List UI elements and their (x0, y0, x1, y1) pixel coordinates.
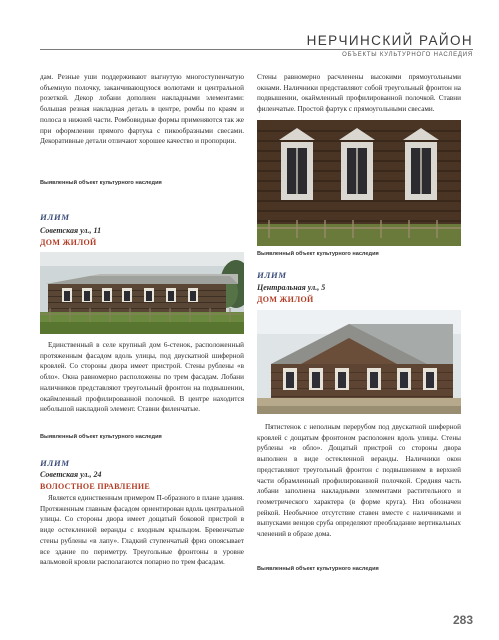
heritage-caption: Выявленный объект культурного наследия (257, 251, 379, 257)
description-paragraph: Пятистенок с неполным перерубом под двускатной шиферной кровлей с дощатым фронтоном расположен вдоль улицы. Стены рублены «в обло». Дощатый пристрой со стороны двора выполнен в виде остекленной веранды. Наличники окон представляют треугольный фронтон с подвышением в верхней части обрамленный профилированной полочкой. Средняя часть лобани заполнена накладными элементами растительного и геометрического характера (в форме круга). Низ обозначен рейкой. Необычное отсутствие ставен вместе с наличниками и выпусками венцов сруба определяют преобладание вертикальных членений в образе дома. (257, 423, 461, 539)
intro-paragraph: Стены равномерно расчленены высокими прямоугольными окнами. Наличники представляют собой треугольный фронтон на подвышении, окаймленный профилированной полочкой. Ставни филенчатые. Простой фартук с прямоугольными свесами. (257, 73, 461, 114)
right-column (257, 0, 461, 640)
place-name: ИЛИМ (40, 212, 70, 222)
heritage-caption: Выявленный объект культурного наследия (40, 434, 162, 440)
heritage-caption: Выявленный объект культурного наследия (40, 180, 162, 186)
object-address: Центральная ул., 5 (257, 283, 326, 292)
place-name: ИЛИМ (40, 458, 70, 468)
heritage-caption: Выявленный объект культурного наследия (257, 566, 379, 572)
house-photo-svg (257, 310, 461, 414)
object-address: Советская ул., 11 (40, 226, 102, 235)
house-photo-tsentralnaya-5 (257, 310, 461, 414)
object-address: Советская ул., 24 (40, 470, 102, 479)
house-photo-sovetskaya-11 (40, 252, 244, 334)
house-photo-svg (40, 252, 244, 334)
page-number: 283 (452, 613, 473, 627)
object-title: ВОЛОСТНОЕ ПРАВЛЕНИЕ (40, 482, 151, 491)
section-subtitle: ОБЪЕКТЫ КУЛЬТУРНОГО НАСЛЕДИЯ (342, 52, 473, 58)
house-photo-wooden-facade (257, 120, 461, 246)
section-title: НЕРЧИНСКИЙ РАЙОН (306, 33, 473, 48)
description-paragraph: Единственный в селе крупный дом 6-стенок, расположенный протяженным фасадом вдоль улицы, под двускатной шиферной кровлей. Со стороны двора имеет пристрой. Стены рублены «в обло». Окна равномерно расположены по трем фасадам. Лобани наличников представляют треугольный фронтон на подвышении, окаймленный профилированной полочкой. В центре находится небольшой накладной элемент. Ставни филенчатые. (40, 341, 244, 414)
description-paragraph: Является единственным примером П-образного в плане здания. Протяженным главным фасадом ориентирован вдоль центральной улицы. Со стороны двора имеет дощатый боковой пристрой в виде остекленной веранды с входным крыльцом. Бревенчатые стены рублены «в лапу». Гладкий ступенчатый фриз опоясывает все здание по периметру. Треугольные фронтоны в уровне вальмовой кровли располагаются попарно по трем фасадам. (40, 494, 244, 567)
object-title: ДОМ ЖИЛОЙ (40, 238, 97, 247)
object-title: ДОМ ЖИЛОЙ (257, 295, 314, 304)
intro-paragraph: дам. Резные уши поддерживают выгнутую многоступенчатую объемную полочку, заканчивающуюся волютами и центральной розеткой. Декор лобани дополнен накладными элементами: большая резная накладная деталь в центре, ромбы по краям и полоса в нижней части. Ромбовидные формы применяются так же при оформлении прямого фартука с пикообразными свесами. Декоративные детали отличают хорошее качество и пропорции. (40, 73, 244, 146)
house-photo-svg (257, 120, 461, 246)
left-column (40, 0, 244, 640)
place-name: ИЛИМ (257, 270, 287, 280)
